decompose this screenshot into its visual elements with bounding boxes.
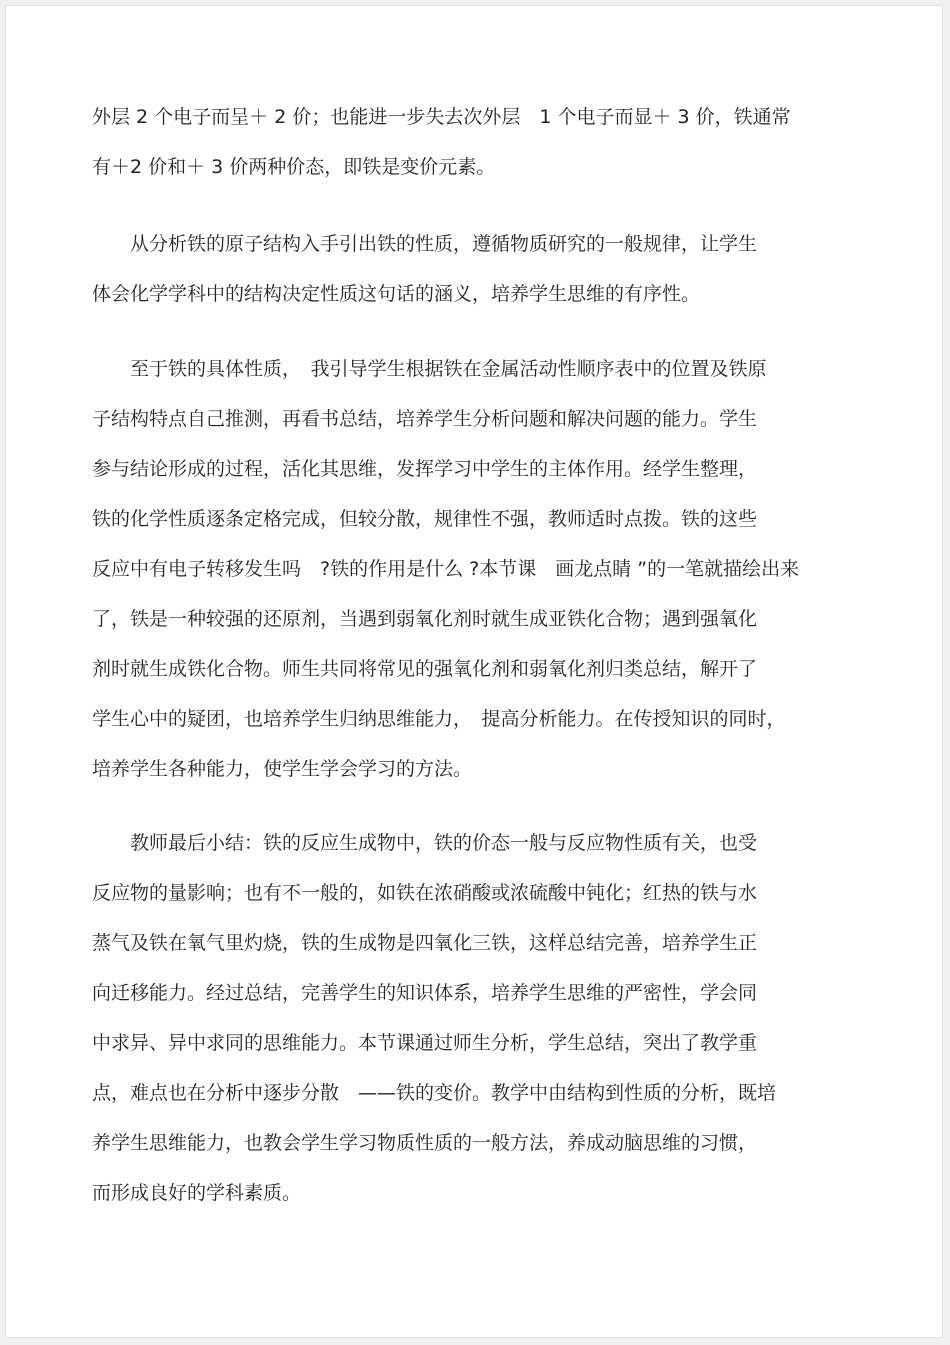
text-line: 反应中有电子转移发生吗 ?铁的作用是什么 ?本节课 画龙点睛 ”的一笔就描绘出来 <box>92 558 800 580</box>
text-line: 了，铁是一种较强的还原剂，当遇到弱氧化剂时就生成亚铁化合物；遇到强氧化 <box>92 608 758 630</box>
text-line: 中求异、异中求同的思维能力。本节课通过师生分析，学生总结，突出了教学重 <box>92 1032 758 1054</box>
text-line: 参与结论形成的过程，活化其思维，发挥学习中学生的主体作用。经学生整理， <box>92 458 758 480</box>
text-line: 至于铁的具体性质， 我引导学生根据铁在金属活动性顺序表中的位置及铁原 <box>92 358 767 380</box>
text-line: 体会化学学科中的结构决定性质这句话的涵义，培养学生思维的有序性。 <box>92 283 701 305</box>
document-page <box>5 5 943 1338</box>
text-line: 反应物的量影响；也有不一般的，如铁在浓硝酸或浓硫酸中钝化；红热的铁与水 <box>92 882 758 904</box>
text-line: 培养学生各种能力，使学生学会学习的方法。 <box>92 758 473 780</box>
text-line: 剂时就生成铁化合物。师生共同将常见的强氧化剂和弱氧化剂归类总结，解开了 <box>92 658 758 680</box>
text-line: 从分析铁的原子结构入手引出铁的性质，遵循物质研究的一般规律，让学生 <box>92 233 758 255</box>
text-line: 而形成良好的学科素质。 <box>92 1182 302 1204</box>
text-line: 养学生思维能力，也教会学生学习物质性质的一般方法，养成动脑思维的习惯， <box>92 1132 758 1154</box>
text-line: 蒸气及铁在氧气里灼烧，铁的生成物是四氧化三铁，这样总结完善，培养学生正 <box>92 932 758 954</box>
text-line: 有＋2 价和＋ 3 价两种价态，即铁是变价元素。 <box>92 156 496 178</box>
text-line: 向迁移能力。经过总结，完善学生的知识体系，培养学生思维的严密性，学会同 <box>92 982 758 1004</box>
text-line: 教师最后小结：铁的反应生成物中，铁的价态一般与反应物性质有关，也受 <box>92 832 758 854</box>
text-line: 铁的化学性质逐条定格完成，但较分散，规律性不强，教师适时点拨。铁的这些 <box>92 508 758 530</box>
text-line: 学生心中的疑团，也培养学生归纳思维能力， 提高分析能力。在传授知识的同时， <box>92 708 786 730</box>
text-line: 子结构特点自己推测，再看书总结，培养学生分析问题和解决问题的能力。学生 <box>92 408 758 430</box>
text-line: 点，难点也在分析中逐步分散 ——铁的变价。教学中由结构到性质的分析，既培 <box>92 1082 777 1104</box>
text-line: 外层 2 个电子而呈＋ 2 价；也能进一步失去次外层 1 个电子而显＋ 3 价，铁通常 <box>92 106 791 128</box>
